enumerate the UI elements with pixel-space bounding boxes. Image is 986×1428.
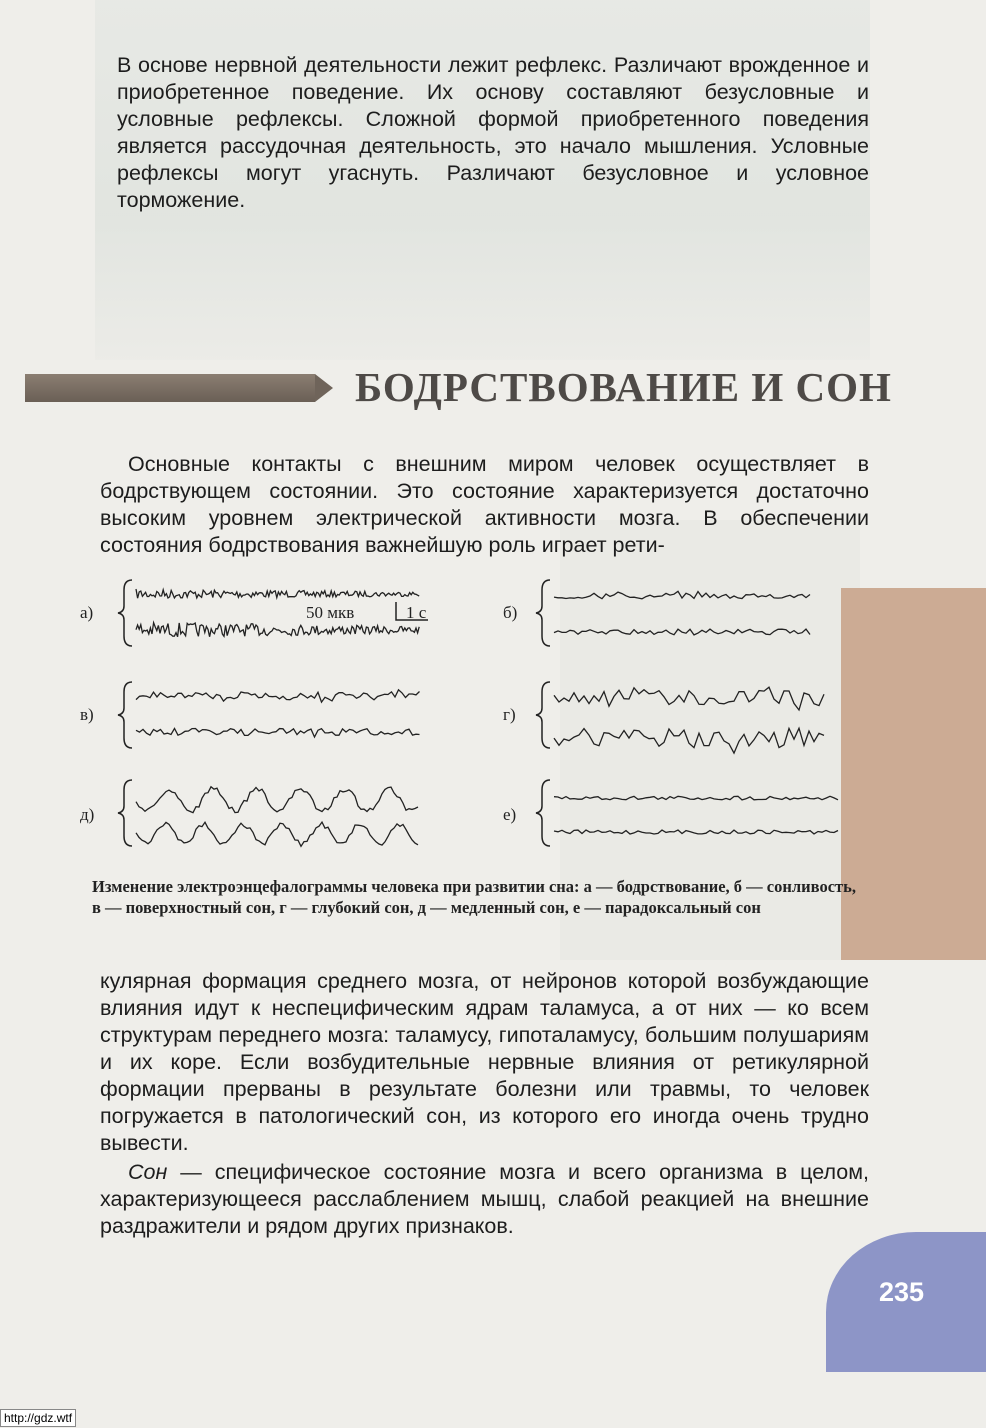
side-tab bbox=[841, 588, 986, 960]
eeg-brace-a bbox=[118, 580, 132, 646]
eeg-scale-time: 1 с bbox=[406, 603, 427, 622]
eeg-trace-v-bottom bbox=[136, 729, 420, 738]
eeg-trace-e-bottom bbox=[554, 830, 838, 834]
eeg-trace-d-bottom bbox=[136, 822, 418, 846]
source-url[interactable]: http://gdz.wtf bbox=[0, 1409, 76, 1427]
eeg-trace-v-top bbox=[136, 690, 420, 702]
eeg-brace-v bbox=[118, 682, 132, 748]
paragraph-wakefulness: Основные контакты с внешним миром человек осуществляет в бодрствующем состоянии. Это состояние характеризуется достаточно высоким уровнем электрической активности мозга. В обеспечении состояния бодрствования важнейшую роль играет рети- bbox=[100, 452, 869, 557]
eeg-label-d: д) bbox=[80, 805, 95, 824]
eeg-brace-d bbox=[118, 780, 132, 846]
eeg-figure bbox=[80, 576, 840, 876]
eeg-label-g: г) bbox=[503, 705, 516, 724]
eeg-label-e: е) bbox=[503, 805, 517, 824]
eeg-trace-a-top bbox=[136, 589, 419, 598]
paragraph-reticular-formation: кулярная формация среднего мозга, от нейронов которой возбуждающие влияния идут к неспецифическим ядрам таламуса, а от них — ко всем структурам переднего мозга: таламусу, гипоталамусу, большим полушариям и их коре. Если возбудительные нервные влияния от ретикулярной формации прерваны в результате болезни или травмы, то человек погружается в патологический сон, из которого его иногда очень трудно вывести. bbox=[100, 969, 869, 1155]
paragraph-sleep-definition bbox=[100, 1159, 869, 1240]
eeg-label-a: а) bbox=[80, 603, 94, 622]
figure-caption: Изменение электроэнцефалограммы человека при развитии сна: а — бодрствование, б — сонливость, в — поверхностный сон, г — глубокий сон, д — медленный сон, е — парадоксальный сон bbox=[92, 877, 856, 917]
eeg-label-b: б) bbox=[503, 603, 518, 622]
eeg-brace-g bbox=[536, 682, 550, 748]
eeg-brace-e bbox=[536, 780, 550, 846]
sleep-definition-text: — специфическое состояние мозга и всего организма в целом, характеризующееся расслаблением мышц, слабой реакцией на внешние раздражители и рядом других признаков. bbox=[100, 1160, 869, 1238]
intro-paragraph: В основе нервной деятельности лежит рефлекс. Различают врожденное и приобретенное поведение. Их основу составляют безусловные и условные рефлексы. Сложной формой приобретенного поведения является рассудочная деятельность, это начало мышления. Условные рефлексы могут угаснуть. Различают безусловное и условное торможение. bbox=[117, 53, 869, 212]
eeg-scale-amplitude: 50 мкв bbox=[306, 603, 355, 622]
section-title: БОДРСТВОВАНИЕ И СОН bbox=[355, 364, 892, 410]
eeg-trace-a-bottom bbox=[136, 623, 419, 637]
eeg-brace-b bbox=[536, 580, 550, 646]
eeg-trace-g-top bbox=[554, 687, 824, 710]
eeg-label-v: в) bbox=[80, 705, 94, 724]
section-title-bar bbox=[25, 374, 315, 402]
page-number: 235 bbox=[878, 1277, 924, 1307]
eeg-trace-b-top bbox=[554, 591, 810, 599]
eeg-trace-b-bottom bbox=[554, 629, 810, 635]
term-sleep: Сон bbox=[128, 1160, 168, 1184]
section-title-arrow-icon bbox=[315, 374, 333, 402]
eeg-trace-e-top bbox=[554, 796, 838, 800]
eeg-trace-d-top bbox=[136, 787, 418, 813]
eeg-trace-g-bottom bbox=[554, 728, 824, 753]
